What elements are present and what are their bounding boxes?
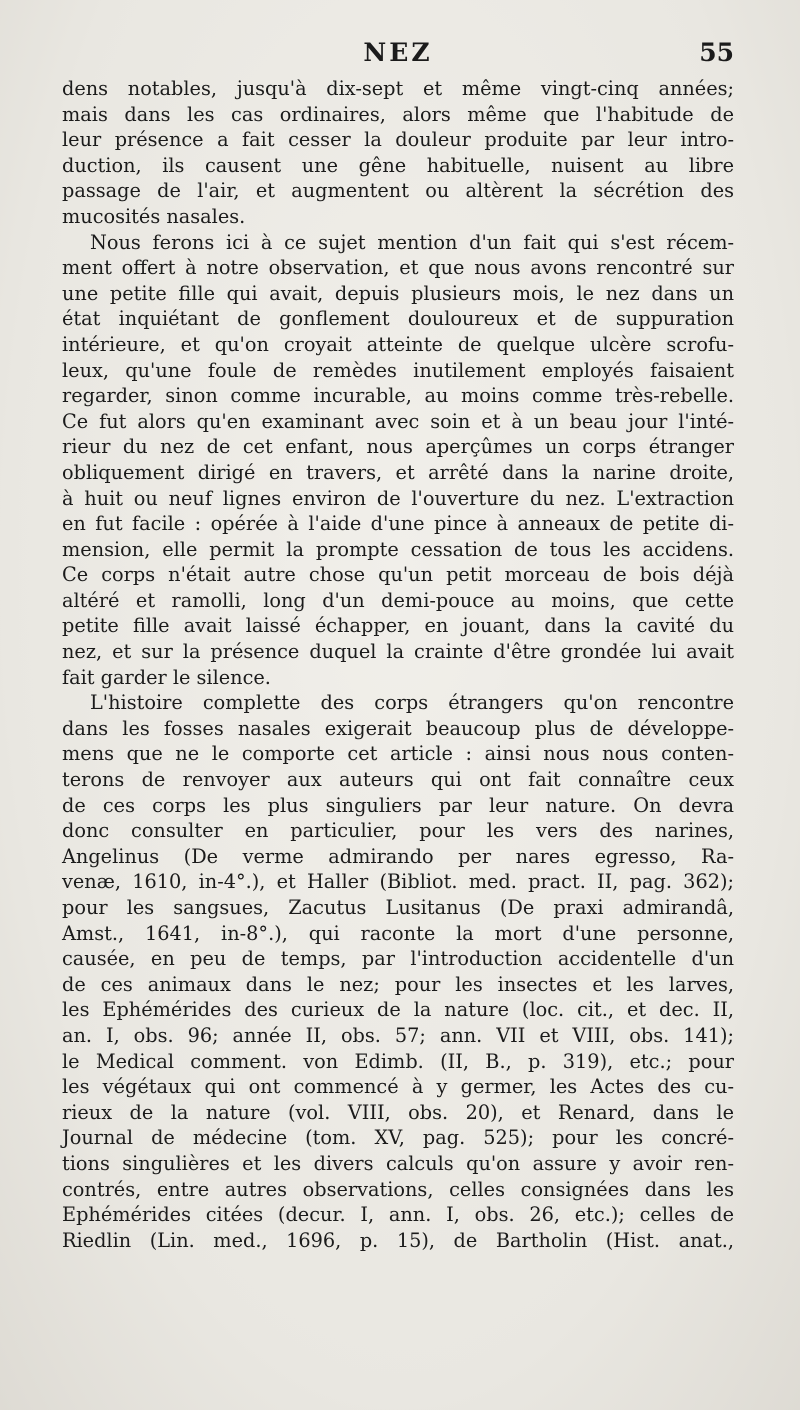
text-line: de ces corps les plus singuliers par leur nature. On devra (62, 793, 734, 817)
text-line: mucosités nasales. (62, 204, 246, 228)
text-line: mais dans les cas ordinaires, alors même que l'habitude de (62, 102, 734, 126)
text-line: à huit ou neuf lignes environ de l'ouverture du nez. L'extraction (62, 486, 734, 510)
text-line: Ce fut alors qu'en examinant avec soin et à un beau jour l'inté- (62, 409, 734, 433)
text-line: an. I, obs. 96; année II, obs. 57; ann. VII et VIII, obs. 141); (62, 1023, 734, 1047)
body-text (62, 76, 734, 1253)
text-line: Amst., 1641, in-8°.), qui raconte la mort d'une personne, (62, 921, 734, 945)
text-line: terons de renvoyer aux auteurs qui ont fait connaître ceux (62, 768, 734, 792)
text-line: obliquement dirigé en travers, et arrêté dans la narine droite, (62, 460, 734, 484)
text-line: rieux de la nature (vol. VIII, obs. 20), et Renard, dans le (62, 1100, 734, 1124)
text-line: mension, elle permit la prompte cessation de tous les accidens. (62, 537, 734, 561)
text-line: ment offert à notre observation, et que nous avons rencontré sur (62, 256, 734, 280)
text-line: petite fille avait laissé échapper, en jouant, dans la cavité du (62, 614, 734, 638)
text-line: Ephémérides citées (decur. I, ann. I, obs. 26, etc.); celles de (62, 1203, 734, 1227)
text-line: fait garder le silence. (62, 665, 271, 689)
page-number: 55 (699, 38, 734, 67)
text-line: L'histoire complette des corps étrangers qu'on rencontre (90, 691, 734, 715)
text-line: en fut facile : opérée à l'aide d'une pince à anneaux de petite di- (62, 512, 734, 536)
text-line: dans les fosses nasales exigerait beaucoup plus de développe- (62, 716, 734, 740)
text-line: passage de l'air, et augmentent ou altèrent la sécrétion des (62, 179, 734, 203)
text-line: dens notables, jusqu'à dix-sept et même vingt-cinq années; (62, 77, 734, 100)
text-line: rieur du nez de cet enfant, nous aperçûmes un corps étranger (62, 435, 734, 459)
text-line: duction, ils causent une gêne habituelle, nuisent au libre (62, 153, 734, 177)
text-line: contrés, entre autres observations, celles consignées dans les (62, 1177, 734, 1201)
text-line: intérieure, et qu'on croyait atteinte de quelque ulcère scrofu- (62, 332, 734, 356)
text-line: une petite fille qui avait, depuis plusieurs mois, le nez dans un (62, 281, 734, 305)
text-line: Journal de médecine (tom. XV, pag. 525); pour les concré- (62, 1126, 734, 1150)
text-line: état inquiétant de gonflement douloureux et de suppuration (62, 307, 734, 331)
text-line: leur présence a fait cesser la douleur produite par leur intro- (62, 128, 734, 152)
running-title: NEZ (363, 38, 433, 67)
text-line: Nous ferons ici à ce sujet mention d'un fait qui s'est récem- (90, 230, 734, 254)
text-line: venæ, 1610, in-4°.), et Haller (Bibliot. med. pract. II, pag. 362); (62, 870, 734, 894)
text-line: les végétaux qui ont commencé à y germer, les Actes des cu- (62, 1075, 734, 1099)
text-line: regarder, sinon comme incurable, au moins comme très-rebelle. (62, 384, 734, 408)
text-line: Riedlin (Lin. med., 1696, p. 15), de Bartholin (Hist. anat., (62, 1228, 734, 1252)
text-line: Angelinus (De verme admirando per nares egresso, Ra- (62, 844, 734, 868)
text-line: tions singulières et les divers calculs qu'on assure y avoir ren- (62, 1151, 734, 1175)
text-line: nez, et sur la présence duquel la crainte d'être grondée lui avait (62, 640, 734, 664)
text-line: les Ephémérides des curieux de la nature (loc. cit., et dec. II, (62, 998, 734, 1022)
text-line: le Medical comment. von Edimb. (II, B., p. 319), etc.; pour (62, 1049, 734, 1073)
text-line: donc consulter en particulier, pour les vers des narines, (62, 819, 734, 843)
text-line: altéré et ramolli, long d'un demi-pouce au moins, que cette (62, 588, 734, 612)
text-line: causée, en peu de temps, par l'introduction accidentelle d'un (62, 947, 734, 971)
text-line: Ce corps n'était autre chose qu'un petit morceau de bois déjà (62, 563, 734, 587)
text-line: mens que ne le comporte cet article : ainsi nous nous conten- (62, 742, 734, 766)
page-header (62, 38, 734, 74)
text-line: leux, qu'une foule de remèdes inutilement employés faisaient (62, 358, 734, 382)
text-line: pour les sangsues, Zacutus Lusitanus (De praxi admirandâ, (62, 896, 734, 919)
text-line: de ces animaux dans le nez; pour les insectes et les larves, (62, 972, 734, 996)
